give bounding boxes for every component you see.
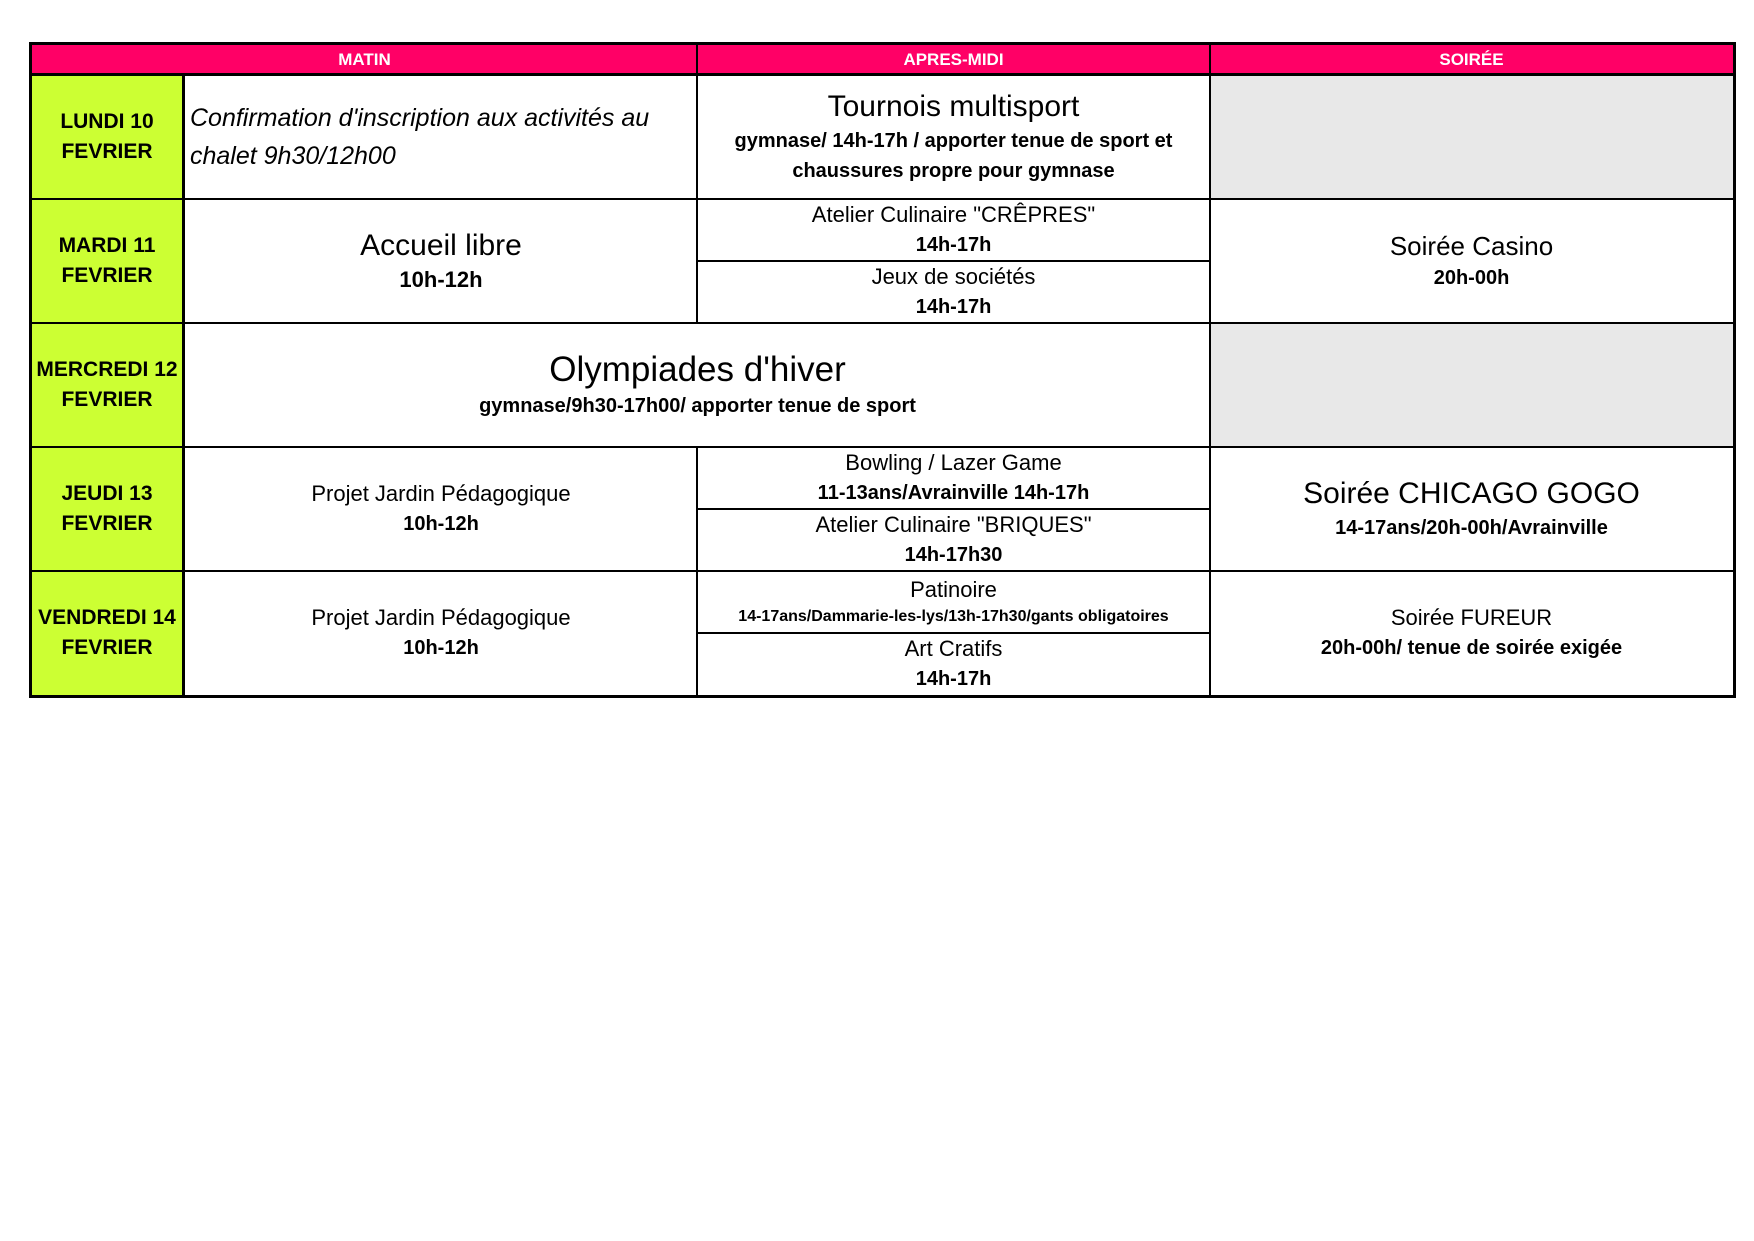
day-cell-lundi (32, 75, 182, 199)
activity-detail: 11-13ans/Avrainville 14h-17h (817, 482, 1090, 504)
activity-title: Olympiades d'hiver (549, 350, 846, 389)
activity-title: Soirée Casino (1389, 231, 1554, 261)
activity-detail: 14h-17h30 (904, 544, 1003, 566)
activity-detail: 10h-12h (399, 267, 483, 292)
activity-detail: 14h-17h (915, 668, 992, 690)
activity-mardi-apres-midi-1 (697, 199, 1210, 261)
activity-title: Patinoire (910, 577, 997, 602)
day-cell-vendredi (32, 571, 182, 695)
activity-mardi-soiree (1210, 199, 1733, 323)
sub-row-divider (697, 508, 1210, 510)
day-name: LUNDI 10 (60, 110, 154, 133)
activity-detail: 14-17ans/20h-00h/Avrainville (1335, 517, 1608, 539)
activity-jeudi-apres-midi-2 (697, 509, 1210, 571)
activity-vendredi-apres-midi-2 (697, 633, 1210, 695)
activity-title: Atelier Culinaire "BRIQUES" (815, 512, 1092, 537)
schedule-table (29, 42, 1736, 698)
activity-vendredi-soiree (1210, 571, 1733, 695)
activity-detail: 14-17ans/Dammarie-les-lys/13h-17h30/gants obligatoires (738, 608, 1169, 625)
day-column-divider (182, 75, 185, 695)
empty-mercredi-soiree (1210, 323, 1733, 447)
row-divider (32, 322, 1733, 324)
activity-title: Accueil libre (360, 229, 522, 262)
activity-lundi-apres-midi (697, 75, 1210, 199)
header-apres-midi-label: APRES-MIDI (903, 50, 1004, 69)
activity-title: Projet Jardin Pédagogique (311, 605, 571, 630)
day-month: FEVRIER (61, 388, 153, 411)
header-soiree (1210, 45, 1733, 75)
row-divider (32, 198, 1733, 200)
activity-detail: 20h-00h/ tenue de soirée exigée (1320, 637, 1623, 659)
day-month: FEVRIER (61, 636, 153, 659)
activity-detail: gymnase/9h30-17h00/ apporter tenue de sport (479, 395, 916, 417)
activity-detail: 14h-17h (915, 296, 992, 318)
activity-detail: 14h-17h (915, 234, 992, 256)
column-divider (1209, 45, 1211, 695)
activity-title: Atelier Culinaire "CRÊPRES" (811, 202, 1096, 227)
row-divider (32, 570, 1733, 572)
activity-title: Art Cratifs (904, 636, 1003, 661)
header-matin-label: MATIN (338, 50, 391, 69)
activity-title: Bowling / Lazer Game (845, 450, 1062, 475)
activity-lundi-matin (185, 75, 697, 199)
day-name: MERCREDI 12 (36, 358, 178, 381)
activity-jeudi-apres-midi-1 (697, 447, 1210, 509)
activity-title: Soirée FUREUR (1390, 605, 1553, 630)
header-divider (32, 73, 1733, 76)
activity-jeudi-matin (185, 447, 697, 571)
column-divider (696, 45, 698, 75)
activity-title: Projet Jardin Pédagogique (311, 481, 571, 506)
activity-title: Jeux de sociétés (871, 264, 1036, 289)
day-cell-mardi (32, 199, 182, 323)
day-name: VENDREDI 14 (38, 606, 176, 629)
day-cell-jeudi (32, 447, 182, 571)
activity-title: Confirmation d'inscription aux activités au chalet 9h30/12h00 (190, 104, 650, 170)
column-divider (696, 447, 698, 695)
activity-jeudi-soiree (1210, 447, 1733, 571)
activity-detail: 10h-12h (403, 513, 479, 535)
header-matin (32, 45, 697, 75)
activity-detail: gymnase/ 14h-17h / apporter tenue de sport et chaussures propre pour gymnase (734, 130, 1173, 182)
header-apres-midi (697, 45, 1210, 75)
day-month: FEVRIER (61, 512, 153, 535)
activity-mercredi-journee (185, 323, 1210, 447)
header-soiree-label: SOIRÉE (1439, 50, 1504, 69)
activity-mardi-apres-midi-2 (697, 261, 1210, 323)
day-name: MARDI 11 (58, 234, 156, 257)
day-cell-mercredi (32, 323, 182, 447)
row-divider (32, 446, 1733, 448)
activity-detail: 10h-12h (403, 637, 479, 659)
activity-detail: 20h-00h (1433, 267, 1510, 289)
activity-mardi-matin (185, 199, 697, 323)
sub-row-divider (697, 632, 1210, 634)
column-divider (696, 45, 698, 323)
empty-lundi-soiree (1210, 75, 1733, 199)
activity-title: Soirée CHICAGO GOGO (1303, 477, 1640, 510)
activity-title: Tournois multisport (827, 90, 1080, 123)
day-month: FEVRIER (61, 140, 153, 163)
day-month: FEVRIER (61, 264, 153, 287)
day-name: JEUDI 13 (61, 482, 153, 505)
sub-row-divider (697, 260, 1210, 262)
activity-vendredi-apres-midi-1 (697, 571, 1210, 633)
activity-vendredi-matin (185, 571, 697, 695)
